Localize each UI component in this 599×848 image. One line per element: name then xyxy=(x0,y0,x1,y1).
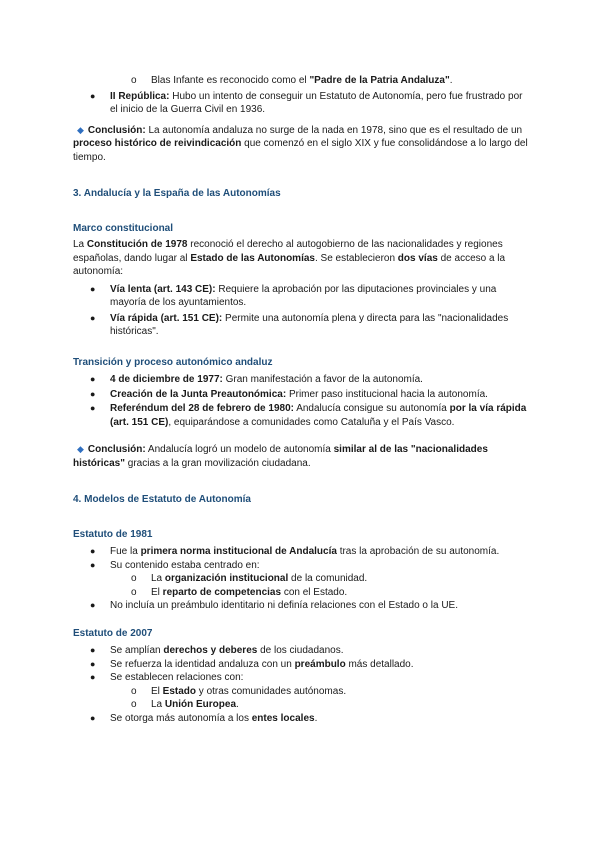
circle-bullet: o xyxy=(131,573,137,584)
dot-bullet: ● xyxy=(90,658,96,669)
list-item: ● Se refuerza la identidad andaluza con un preámbulo más detallado. xyxy=(90,658,414,670)
dot-bullet: ● xyxy=(90,403,96,413)
marco-heading: Marco constitucional xyxy=(73,222,174,234)
dot-bullet: ● xyxy=(90,388,96,399)
list-item: ● 4 de diciembre de 1977: Gran manifestación a favor de la autonomía. xyxy=(90,374,423,385)
dot-bullet: ● xyxy=(90,283,96,294)
dot-bullet: ● xyxy=(90,546,96,556)
list-item: o La organización institucional de la comunidad. xyxy=(131,573,368,584)
list-item: ● Creación de la Junta Preautonómica: Primer paso institucional hacia la autonomía. xyxy=(90,388,488,400)
list-item: ● Su contenido estaba centrado en: xyxy=(90,559,260,571)
list-item: ● Se establecen relaciones con: xyxy=(90,672,244,683)
list-item: ● Vía rápida (art. 151 CE): Permite una autonomía plena y directa para las "nacionalidades históricas". xyxy=(90,312,509,337)
circle-bullet: o xyxy=(131,75,137,86)
estatuto-2007-heading: Estatuto de 2007 xyxy=(73,627,153,639)
document-page xyxy=(73,74,528,725)
circle-bullet: o xyxy=(131,685,137,697)
list-item: o La Unión Europea. xyxy=(131,699,239,710)
dot-bullet: ● xyxy=(90,600,96,610)
list-item: ● II República: Hubo un intento de conseguir un Estatuto de Autonomía, pero fue frustrado por el inicio de la Guerra Civil en 1936. xyxy=(90,90,523,115)
dot-bullet: ● xyxy=(90,90,96,101)
list-item: ● Vía lenta (art. 143 CE): Requiere la aprobación por las diputaciones provinciales y una mayoría de los ayuntamientos. xyxy=(90,283,497,308)
list-item: ● Se otorga más autonomía a los entes locales. xyxy=(90,712,318,724)
conclusion-paragraph: ◆ Conclusión: La autonomía andaluza no surge de la nada en 1978, sino que es el resultado de un proceso histórico de reivindicación que comenzó en el siglo XIX y fue consolidándose a lo largo del tiempo. xyxy=(73,124,528,163)
diamond-icon: ◆ xyxy=(77,124,84,135)
dot-bullet: ● xyxy=(90,559,96,570)
dot-bullet: ● xyxy=(90,672,96,682)
estatuto-1981-heading: Estatuto de 1981 xyxy=(73,528,153,540)
section-4-heading: 4. Modelos de Estatuto de Autonomía xyxy=(73,494,251,505)
circle-bullet: o xyxy=(131,586,137,598)
list-item: o Blas Infante es reconocido como el "Padre de la Patria Andaluza". xyxy=(131,75,453,86)
dot-bullet: ● xyxy=(90,645,96,655)
dot-bullet: ● xyxy=(90,374,96,384)
list-item: ● Referéndum del 28 de febrero de 1980: Andalucía consigue su autonomía por la vía rápida (art. 151 CE), equiparándose a comunidades como Cataluña y el País Vasco. xyxy=(90,403,527,428)
circle-bullet: o xyxy=(131,699,137,710)
section-3-heading: 3. Andalucía y la España de las Autonomías xyxy=(73,188,281,199)
conclusion-paragraph: ◆ Conclusión: Andalucía logró un modelo de autonomía similar al de las "nacionalidades históricas" gracias a la gran movilización ciudadana. xyxy=(73,444,488,469)
marco-paragraph: La Constitución de 1978 reconoció el derecho al autogobierno de las nacionalidades y regiones españolas, dando lugar al Estado de las Autonomías. Se establecieron dos vías de acceso a la autonomía: xyxy=(73,239,506,277)
list-item: o El reparto de competencias con el Estado. xyxy=(131,586,348,598)
dot-bullet: ● xyxy=(90,712,96,723)
diamond-icon: ◆ xyxy=(77,444,84,454)
list-item: ● No incluía un preámbulo identitario ni definía relaciones con el Estado o la UE. xyxy=(90,600,458,611)
transicion-heading: Transición y proceso autonómico andaluz xyxy=(73,356,273,368)
list-item: ● Se amplían derechos y deberes de los ciudadanos. xyxy=(90,645,344,656)
list-item: ● Fue la primera norma institucional de Andalucía tras la aprobación de su autonomía. xyxy=(90,546,500,557)
dot-bullet: ● xyxy=(90,312,96,323)
list-item: o El Estado y otras comunidades autónomas. xyxy=(131,685,347,697)
